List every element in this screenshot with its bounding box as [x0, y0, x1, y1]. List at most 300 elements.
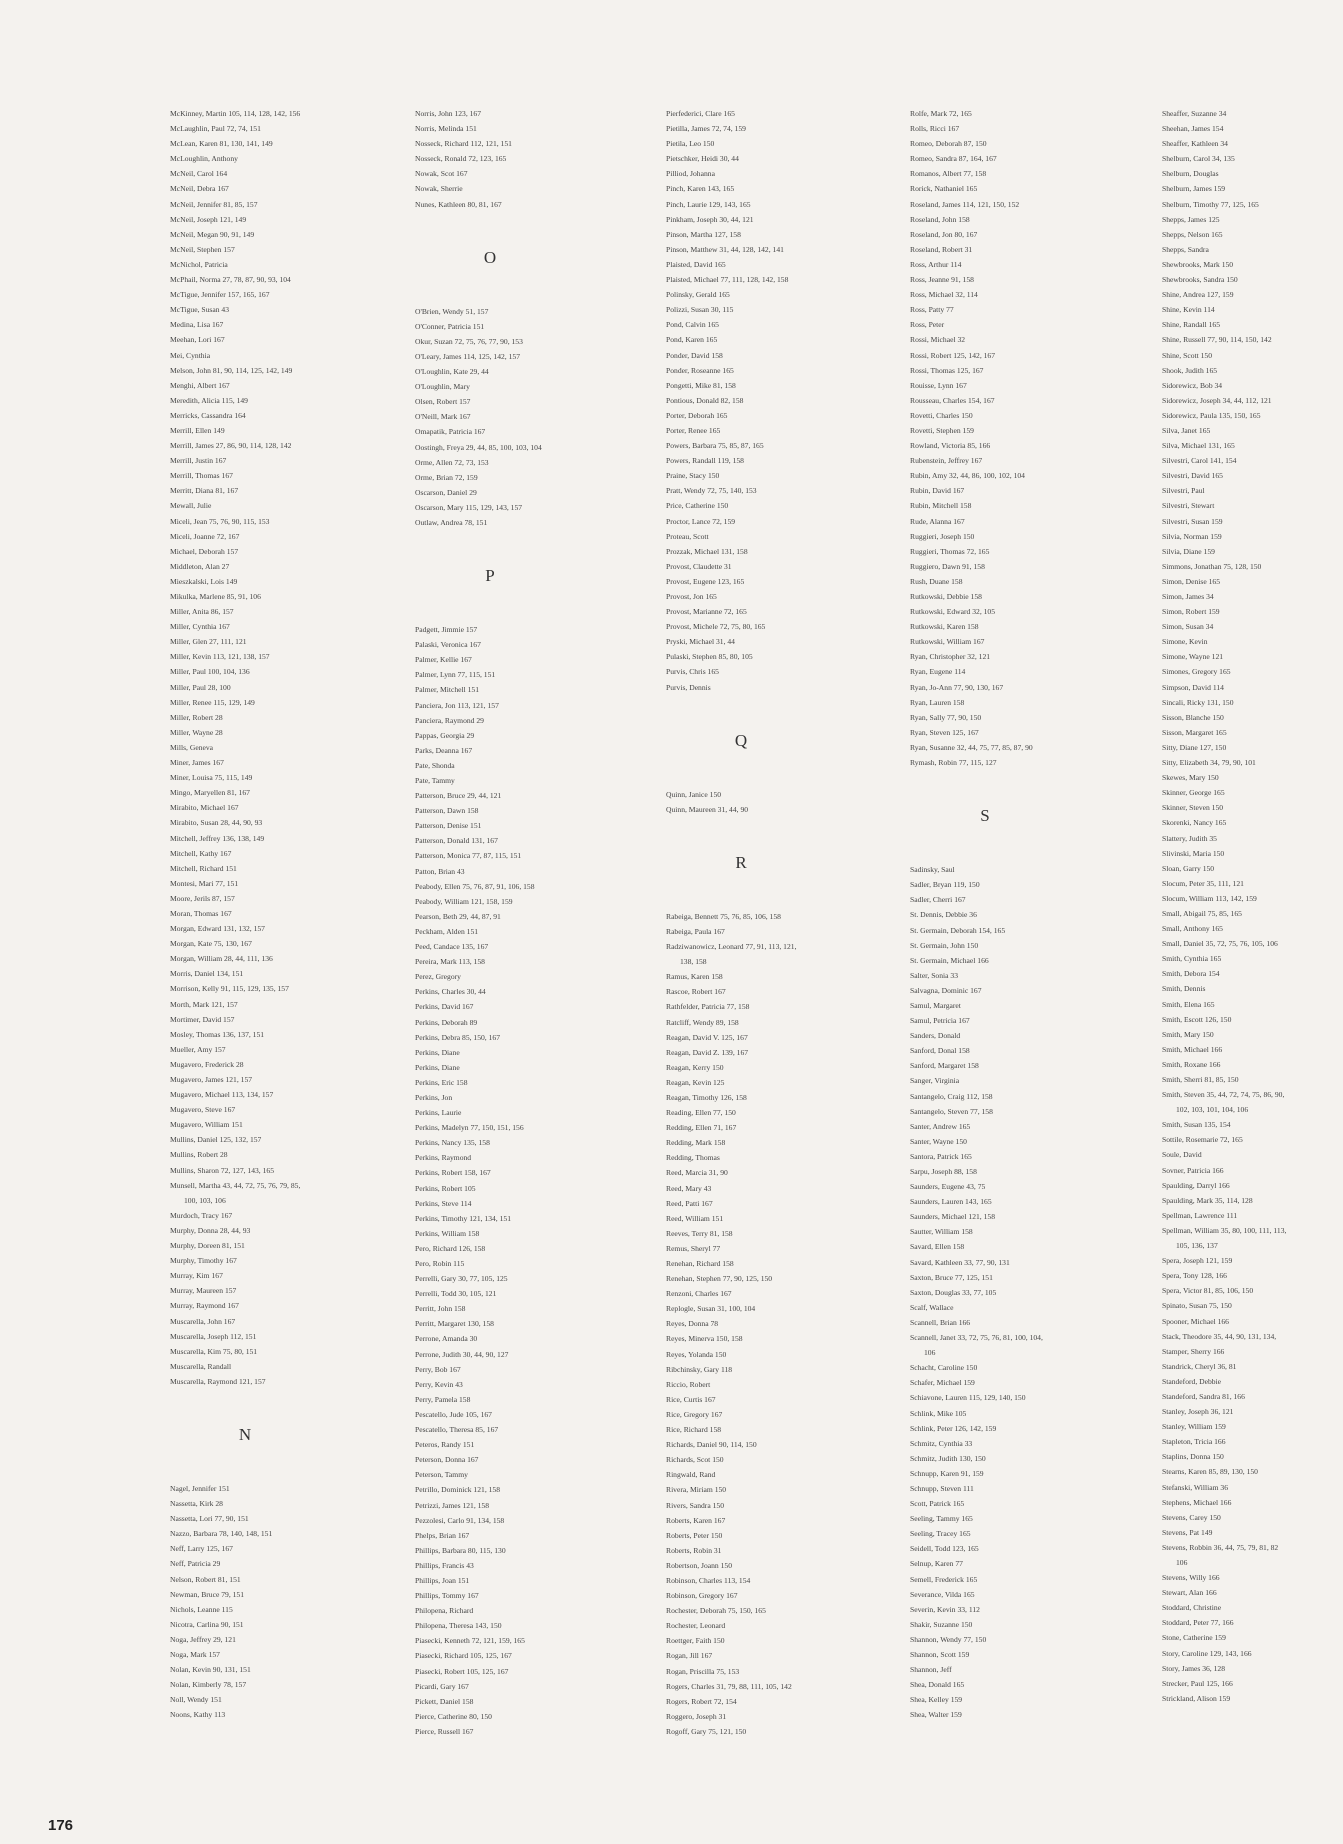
index-entry: Stefanski, William 36 — [1162, 1482, 1228, 1492]
index-entry: Smith, Escott 126, 150 — [1162, 1014, 1232, 1024]
index-entry: Morris, Daniel 134, 151 — [170, 969, 244, 979]
index-entry: Salvagna, Dominic 167 — [910, 985, 982, 995]
index-entry: Merricks, Cassandra 164 — [170, 410, 246, 420]
index-entry: McNeil, Stephen 157 — [170, 244, 235, 254]
index-entry: Perry, Bob 167 — [415, 1364, 461, 1374]
index-entry: McNeil, Carol 164 — [170, 169, 228, 179]
index-entry: Roseland, John 158 — [910, 214, 970, 224]
index-entry: Perkins, Nancy 135, 158 — [415, 1138, 490, 1148]
index-entry: Perrone, Judith 30, 44, 90, 127 — [415, 1349, 509, 1359]
index-entry: Ross, Jeanne 91, 158 — [910, 275, 974, 285]
index-entry: Spellman, Lawrence 111 — [1162, 1210, 1238, 1220]
index-entry: Schmitz, Cynthia 33 — [910, 1438, 973, 1448]
index-entry: Nagel, Jennifer 151 — [170, 1483, 230, 1493]
index-entry: Pero, Robin 115 — [415, 1259, 465, 1268]
index-entry: Stamper, Sherry 166 — [1162, 1346, 1225, 1356]
index-entry: Noll, Wendy 151 — [170, 1695, 222, 1705]
index-entry: Pongetti, Mike 81, 158 — [666, 380, 736, 390]
index-entry: St. Germain, Michael 166 — [910, 955, 989, 965]
index-entry: Robertson, Joann 150 — [666, 1560, 733, 1570]
index-entry: Pond, Calvin 165 — [666, 320, 719, 330]
index-entry: Shewbrooks, Sandra 150 — [1162, 275, 1238, 285]
index-entry: Patterson, Denise 151 — [415, 821, 482, 831]
index-entry: Piasecki, Kenneth 72, 121, 159, 165 — [415, 1636, 525, 1646]
index-entry: Mortimer, David 157 — [170, 1014, 235, 1024]
index-entry: Roggero, Joseph 31 — [666, 1711, 727, 1721]
index-entry: Perkins, Charles 30, 44 — [415, 987, 486, 997]
index-entry: Shine, Russell 77, 90, 114, 150, 142 — [1162, 335, 1272, 345]
index-entry: Story, James 36, 128 — [1162, 1663, 1225, 1673]
index-entry: Stoddard, Christine — [1162, 1603, 1222, 1613]
index-entry: Skewes, Mary 150 — [1162, 773, 1219, 783]
index-entry: Simmons, Jonathan 75, 128, 150 — [1162, 561, 1262, 571]
index-entry: Murphy, Doreen 81, 151 — [170, 1241, 245, 1251]
index-entry: Noons, Kathy 113 — [170, 1710, 226, 1720]
index-entry: Shea, Donald 165 — [910, 1680, 965, 1690]
index-entry: Peckham, Alden 151 — [415, 926, 479, 936]
index-entry: Shepps, Sandra — [1162, 244, 1209, 254]
index-entry: Silvia, Diane 159 — [1162, 546, 1215, 556]
index-entry: Mueller, Amy 157 — [170, 1044, 226, 1054]
index-entry: Ratcliff, Wendy 89, 158 — [666, 1017, 739, 1027]
index-entry: Skinner, George 165 — [1162, 788, 1225, 798]
index-entry: Rubin, Amy 32, 44, 86, 100, 102, 104 — [910, 471, 1025, 481]
index-entry: Polinsky, Gerald 165 — [666, 290, 730, 300]
index-entry: Silva, Michael 131, 165 — [1162, 441, 1235, 451]
section-letter-heading: Q — [734, 730, 748, 750]
index-entry: Oscarson, Mary 115, 129, 143, 157 — [415, 502, 523, 512]
index-entry: Perkins, Robert 158, 167 — [415, 1168, 491, 1178]
index-entry: Rathfelder, Patricia 77, 158 — [666, 1002, 750, 1012]
index-entry: Palmer, Kellie 167 — [415, 655, 472, 665]
index-entry: Purvis, Chris 165 — [666, 667, 719, 677]
index-entry: Scannell, Brian 166 — [910, 1317, 971, 1327]
index-entry: Murray, Maureen 157 — [170, 1286, 237, 1296]
index-entry: Miller, Kevin 113, 121, 138, 157 — [170, 652, 270, 662]
index-entry: McNichol, Patricia — [170, 259, 228, 269]
index-entry: Schnupp, Steven 111 — [910, 1483, 974, 1493]
index-entry: Shelburn, Timothy 77, 125, 165 — [1162, 199, 1259, 209]
index-entry: Mitchell, Richard 151 — [170, 863, 237, 873]
index-entry: Schacht, Caroline 150 — [910, 1363, 978, 1373]
index-entry: Pinch, Laurie 129, 143, 165 — [666, 199, 751, 209]
index-entry: Noga, Mark 157 — [170, 1650, 220, 1659]
index-entry: Shine, Randall 165 — [1162, 320, 1221, 330]
index-column-4 — [910, 106, 1144, 1722]
index-entry: Remus, Sheryl 77 — [666, 1243, 721, 1253]
index-entry: Mirabito, Susan 28, 44, 90, 93 — [170, 818, 263, 828]
index-entry: Murdoch, Tracy 167 — [170, 1210, 233, 1220]
index-entry: Riccio, Robert — [666, 1379, 711, 1389]
index-entry: Standeford, Sandra 81, 166 — [1162, 1391, 1245, 1401]
index-entry: Silvestri, Susan 159 — [1162, 516, 1223, 526]
index-entry: Sottile, Rosemarie 72, 165 — [1162, 1135, 1243, 1145]
index-entry: Santer, Andrew 165 — [910, 1121, 971, 1131]
index-entry: Small, Abigail 75, 85, 165 — [1162, 908, 1242, 918]
index-entry: Staplins, Donna 150 — [1162, 1452, 1224, 1462]
index-entry: Merrill, James 27, 86, 90, 114, 128, 142 — [170, 441, 292, 451]
index-entry: Sanders, Donald — [910, 1031, 961, 1041]
index-entry: Miner, James 167 — [170, 758, 224, 768]
index-entry: Sanger, Virginia — [910, 1076, 960, 1086]
index-entry: Shepps, James 125 — [1162, 214, 1220, 224]
index-entry: Pratt, Wendy 72, 75, 140, 153 — [666, 486, 757, 496]
index-entry: Roseland, Jon 80, 167 — [910, 229, 978, 239]
index-entry: Savard, Kathleen 33, 77, 90, 131 — [910, 1257, 1010, 1267]
index-entry: Quinn, Maureen 31, 44, 90 — [666, 804, 749, 814]
index-entry: Silvia, Norman 159 — [1162, 531, 1222, 541]
index-entry: Perrelli, Gary 30, 77, 105, 125 — [415, 1274, 508, 1284]
index-entry: Merritt, Diana 81, 167 — [170, 486, 239, 496]
index-entry: Saunders, Lauren 143, 165 — [910, 1197, 992, 1207]
index-entry: Oostingh, Freya 29, 44, 85, 100, 103, 104 — [415, 442, 542, 452]
index-entry: Rogers, Robert 72, 154 — [666, 1696, 737, 1706]
index-entry: Sheaffer, Suzanne 34 — [1162, 109, 1227, 118]
index-entry: Philopena, Theresa 143, 150 — [415, 1621, 502, 1631]
index-entry: Mirabito, Michael 167 — [170, 803, 239, 813]
index-entry: Miller, Wayne 28 — [170, 727, 223, 737]
index-entry: Parks, Deanna 167 — [415, 745, 473, 755]
index-entry: Rochester, Deborah 75, 150, 165 — [666, 1606, 766, 1616]
section-letter-heading: S — [980, 806, 990, 826]
index-entry: Scannell, Janet 33, 72, 75, 76, 81, 100, 104, — [910, 1333, 1043, 1343]
index-entry: Pereira, Mark 113, 158 — [415, 957, 485, 967]
index-entry: Schlink, Mike 105 — [910, 1408, 967, 1418]
index-entry: Sheaffer, Kathleen 34 — [1162, 139, 1228, 149]
index-entry: Ryan, Eugene 114 — [910, 667, 966, 677]
index-entry: Rorick, Nathaniel 165 — [910, 184, 978, 194]
index-entry: Morgan, Edward 131, 132, 157 — [170, 924, 265, 934]
index-entry: Merrill, Ellen 149 — [170, 425, 225, 435]
index-entry: Reyes, Donna 78 — [666, 1319, 719, 1329]
index-entry: Silvestri, Carol 141, 154 — [1162, 456, 1237, 466]
index-entry: Phillips, Francis 43 — [415, 1560, 474, 1570]
index-entry: Reyes, Yolanda 150 — [666, 1349, 727, 1359]
index-entry: Savard, Ellen 158 — [910, 1242, 965, 1252]
index-entry: Newman, Bruce 79, 151 — [170, 1589, 245, 1599]
index-entry: Perkins, Steve 114 — [415, 1198, 472, 1208]
index-entry: Sincali, Ricky 131, 150 — [1162, 697, 1234, 707]
index-entry: Nosseck, Richard 112, 121, 151 — [415, 139, 512, 149]
index-entry: Renehan, Stephen 77, 90, 125, 150 — [666, 1274, 773, 1284]
index-entry: Provost, Michele 72, 75, 80, 165 — [666, 622, 766, 632]
index-entry: Schlink, Peter 126, 142, 159 — [910, 1423, 997, 1433]
index-entry: Murphy, Timothy 167 — [170, 1256, 237, 1266]
index-entry: Spaulding, Darryl 166 — [1162, 1180, 1230, 1190]
index-entry: Ruggieri, Thomas 72, 165 — [910, 546, 990, 556]
index-entry: Rush, Duane 158 — [910, 576, 963, 586]
index-entry: McNeil, Debra 167 — [170, 184, 229, 194]
index-entry: 106 — [1176, 1558, 1188, 1567]
index-entry: Perkins, Timothy 121, 134, 151 — [415, 1213, 511, 1223]
index-entry: McNeil, Jennifer 81, 85, 157 — [170, 199, 258, 209]
index-entry: Schiavone, Lauren 115, 129, 140, 150 — [910, 1393, 1026, 1403]
index-entry: Mugavero, Michael 113, 134, 157 — [170, 1090, 274, 1100]
index-entry: Perkins, Jon — [415, 1092, 453, 1102]
index-entry: Rouisse, Lynn 167 — [910, 380, 967, 390]
index-entry: Seeling, Tammy 165 — [910, 1514, 973, 1524]
index-entry: Neff, Patricia 29 — [170, 1559, 221, 1569]
index-entry: Shakir, Suzanne 150 — [910, 1619, 973, 1629]
index-entry: Sidorewicz, Paula 135, 150, 165 — [1162, 410, 1261, 420]
index-entry: Rutkowski, William 167 — [910, 637, 985, 647]
index-entry: Richards, Scot 150 — [666, 1455, 724, 1465]
index-entry: Mugavero, William 151 — [170, 1120, 243, 1130]
index-entry: Pilliod, Johanna — [666, 169, 715, 179]
index-entry: Perry, Kevin 43 — [415, 1379, 463, 1389]
index-entry: Picardi, Gary 167 — [415, 1681, 469, 1691]
index-entry: Mingo, Maryellen 81, 167 — [170, 788, 250, 798]
index-entry: Miner, Louisa 75, 115, 149 — [170, 773, 253, 783]
index-entry: Seidell, Todd 123, 165 — [910, 1544, 979, 1554]
index-entry: Small, Anthony 165 — [1162, 924, 1223, 934]
index-entry: Perkins, Eric 158 — [415, 1077, 468, 1087]
index-entry: Rivera, Miriam 150 — [666, 1485, 727, 1495]
index-entry: Miller, Cynthia 167 — [170, 622, 230, 632]
index-entry: Pate, Tammy — [415, 776, 455, 785]
index-entry: Reed, Patti 167 — [666, 1198, 713, 1208]
index-entry: Stevens, Carey 150 — [1162, 1512, 1221, 1522]
index-entry: Smith, Susan 135, 154 — [1162, 1120, 1231, 1130]
index-entry: Petrillo, Dominick 121, 158 — [415, 1485, 501, 1495]
index-entry: Proteau, Scott — [666, 531, 709, 541]
index-entry: Santora, Patrick 165 — [910, 1151, 972, 1161]
index-entry: Ryan, Susanne 32, 44, 75, 77, 85, 87, 90 — [910, 742, 1033, 752]
index-entry: Rolfe, Mark 72, 165 — [910, 109, 972, 118]
index-entry: Miceli, Jean 75, 76, 90, 115, 153 — [170, 516, 270, 526]
index-entry: O'Neill, Mark 167 — [415, 412, 471, 422]
index-entry: Shewbrooks, Mark 150 — [1162, 259, 1234, 269]
index-entry: Skorenki, Nancy 165 — [1162, 818, 1227, 828]
index-entry: 106 — [924, 1348, 936, 1358]
index-entry: Ryan, Jo-Ann 77, 90, 130, 167 — [910, 682, 1004, 692]
index-entry: Sloan, Garry 150 — [1162, 863, 1215, 873]
index-entry: Sadinsky, Saul — [910, 865, 955, 875]
section-letter-heading: P — [485, 566, 495, 586]
index-entry: Mills, Geneva — [170, 742, 214, 752]
index-entry: Santer, Wayne 150 — [910, 1136, 967, 1146]
index-entry: Rutkowski, Karen 158 — [910, 622, 979, 632]
index-entry: Selnup, Karen 77 — [910, 1559, 963, 1569]
index-entry: Rogoff, Gary 75, 121, 150 — [666, 1726, 747, 1736]
index-entry: Palmer, Lynn 77, 115, 151 — [415, 670, 496, 680]
index-entry: Robinson, Gregory 167 — [666, 1591, 738, 1601]
index-entry: Orme, Brian 72, 159 — [415, 472, 478, 482]
page-number: 176 — [48, 1817, 74, 1834]
index-entry: McLean, Karen 81, 130, 141, 149 — [170, 139, 273, 149]
index-entry: Pinch, Karen 143, 165 — [666, 184, 735, 194]
index-entry: Sadler, Cherri 167 — [910, 895, 966, 905]
index-entry: Smith, Michael 166 — [1162, 1044, 1223, 1054]
index-entry: Plaisted, Michael 77, 111, 128, 142, 158 — [666, 275, 789, 285]
index-entry: Roettger, Faith 150 — [666, 1636, 725, 1646]
index-entry: Oscarson, Daniel 29 — [415, 487, 477, 497]
index-entry: Provost, Claudette 31 — [666, 561, 732, 571]
index-entry: Muscarella, Kim 75, 80, 151 — [170, 1346, 258, 1356]
index-entry: Rousseau, Charles 154, 167 — [910, 395, 995, 405]
index-entry: Panciera, Jon 113, 121, 157 — [415, 700, 499, 710]
index-entry: Story, Caroline 129, 143, 166 — [1162, 1648, 1252, 1658]
index-entry: Smith, Roxane 166 — [1162, 1059, 1221, 1069]
index-entry: Stapleton, Tricia 166 — [1162, 1437, 1226, 1447]
index-entry: Perry, Pamela 158 — [415, 1394, 471, 1404]
index-entry: Proctor, Lance 72, 159 — [666, 516, 736, 526]
index-entry: Smith, Elena 165 — [1162, 999, 1215, 1009]
index-entry: Rice, Gregory 167 — [666, 1409, 723, 1419]
index-entry: Rovetti, Stephen 159 — [910, 425, 974, 435]
index-entry: Radziwanowicz, Leonard 77, 91, 113, 121, — [666, 942, 797, 952]
index-entry: Provost, Eugene 123, 165 — [666, 576, 745, 586]
index-entry: Rubin, David 167 — [910, 486, 965, 496]
index-entry: Perkins, Laurie — [415, 1108, 462, 1118]
index-entry: Sisson, Margaret 165 — [1162, 727, 1227, 737]
index-entry: Perkins, Deborah 89 — [415, 1017, 478, 1027]
index-entry: Severance, Vilda 165 — [910, 1589, 975, 1599]
index-column-3 — [666, 106, 900, 1739]
index-entry: McTigue, Jennifer 157, 165, 167 — [170, 290, 270, 300]
index-column-5 — [1162, 106, 1343, 1706]
index-entry: Pietilla, James 72, 74, 159 — [666, 124, 746, 134]
index-entry: Shannon, Wendy 77, 150 — [910, 1634, 987, 1644]
index-entry: O'Loughlin, Kate 29, 44 — [415, 367, 489, 377]
index-entry: St. Dennis, Debbie 36 — [910, 910, 977, 920]
index-entry: Redding, Ellen 71, 167 — [666, 1123, 737, 1133]
index-entry: Neff, Larry 125, 167 — [170, 1544, 233, 1554]
index-entry: Roseland, James 114, 121, 150, 152 — [910, 199, 1020, 209]
index-entry: Roseland, Robert 31 — [910, 244, 973, 254]
index-entry: Sadler, Bryan 119, 150 — [910, 880, 980, 890]
index-entry: Ramus, Karen 158 — [666, 972, 723, 982]
index-entry: Scalf, Wallace — [910, 1302, 954, 1312]
index-entry: Ryan, Lauren 158 — [910, 697, 965, 707]
index-entry: Schmitz, Judith 130, 150 — [910, 1453, 986, 1463]
index-entry: Sidorewicz, Bob 34 — [1162, 380, 1223, 390]
section-letter-heading: O — [483, 247, 497, 267]
index-entry: Reed, Marcia 31, 90 — [666, 1168, 728, 1178]
index-entry: Pickett, Daniel 158 — [415, 1696, 474, 1706]
index-entry: Mullins, Sharon 72, 127, 143, 165 — [170, 1165, 274, 1175]
index-entry: Reyes, Minerva 150, 158 — [666, 1334, 743, 1344]
index-entry: Sisson, Blanche 150 — [1162, 712, 1224, 722]
index-entry: Standeford, Debbie — [1162, 1376, 1222, 1386]
index-entry: Pearson, Beth 29, 44, 87, 91 — [415, 911, 501, 921]
index-entry: Rovetti, Charles 150 — [910, 410, 973, 420]
index-entry: Smith, Dennis — [1162, 984, 1206, 994]
index-entry: Mugavero, Frederick 28 — [170, 1059, 244, 1069]
index-entry: Michael, Deborah 157 — [170, 546, 239, 556]
index-entry: Silvestri, Stewart — [1162, 501, 1215, 511]
index-entry: Peterson, Donna 167 — [415, 1455, 479, 1465]
index-entry: Ross, Michael 32, 114 — [910, 290, 978, 300]
index-entry: Salter, Sonia 33 — [910, 970, 958, 980]
index-entry: Nelson, Robert 81, 151 — [170, 1574, 241, 1584]
index-entry: Moran, Thomas 167 — [170, 908, 232, 918]
index-entry: Perkins, Raymond — [415, 1153, 472, 1163]
index-entry: Shine, Kevin 114 — [1162, 305, 1215, 315]
index-entry: Polizzi, Susan 30, 115 — [666, 305, 734, 315]
index-entry: Simones, Gregory 165 — [1162, 667, 1231, 677]
index-entry: Silvestri, Paul — [1162, 486, 1205, 496]
index-entry: Redding, Mark 158 — [666, 1138, 726, 1148]
index-entry: Reed, Mary 43 — [666, 1183, 712, 1193]
index-entry: McPhail, Norma 27, 78, 87, 90, 93, 104 — [170, 275, 291, 285]
index-entry: Pryski, Michael 31, 44 — [666, 637, 735, 647]
index-entry: Muscarella, Joseph 112, 151 — [170, 1331, 257, 1341]
index-entry: Miller, Paul 28, 100 — [170, 682, 231, 692]
index-entry: 138, 158 — [680, 957, 707, 967]
index-entry: Ruggieri, Joseph 150 — [910, 531, 975, 541]
index-entry: Rossi, Michael 32 — [910, 335, 966, 345]
index-entry: Romeo, Sandra 87, 164, 167 — [910, 154, 997, 164]
index-entry: Sitty, Elizabeth 34, 79, 90, 101 — [1162, 758, 1256, 768]
index-entry: Simone, Wayne 121 — [1162, 652, 1224, 662]
index-entry: Orme, Allen 72, 73, 153 — [415, 457, 489, 467]
index-entry: Peteros, Randy 151 — [415, 1440, 475, 1450]
index-entry: Reagan, Kevin 125 — [666, 1077, 725, 1087]
index-entry: Stone, Catherine 159 — [1162, 1633, 1226, 1643]
index-entry: Nassetta, Kirk 28 — [170, 1499, 223, 1509]
index-entry: Reagan, Timothy 126, 158 — [666, 1092, 747, 1102]
index-entry: Rossi, Thomas 125, 167 — [910, 365, 984, 375]
index-entry: St. Germain, Deborah 154, 165 — [910, 925, 1006, 935]
index-entry: Rabeiga, Bennett 75, 76, 85, 106, 158 — [666, 911, 781, 921]
index-entry: Miller, Glen 27, 111, 121 — [170, 637, 247, 647]
index-entry: Palaski, Veronica 167 — [415, 640, 481, 650]
index-entry: O'Conner, Patricia 151 — [415, 321, 485, 331]
index-entry: Simpson, David 114 — [1162, 682, 1224, 692]
index-entry: Spera, Victor 81, 85, 106, 150 — [1162, 1286, 1254, 1296]
index-entry: Reagan, David V. 125, 167 — [666, 1032, 748, 1042]
index-entry: Small, Daniel 35, 72, 75, 76, 105, 106 — [1162, 939, 1278, 949]
index-entry: Stoddard, Peter 77, 166 — [1162, 1618, 1234, 1628]
index-entry: Ponder, David 158 — [666, 350, 723, 360]
index-entry: Stack, Theodore 35, 44, 90, 131, 134, — [1162, 1331, 1277, 1341]
index-entry: Samul, Petricia 167 — [910, 1016, 970, 1026]
index-entry: Sheehan, James 154 — [1162, 124, 1224, 134]
index-entry: Rowland, Victoria 85, 166 — [910, 441, 991, 451]
index-entry: Roberts, Robin 31 — [666, 1545, 722, 1555]
index-entry: Perrelli, Todd 30, 105, 121 — [415, 1289, 497, 1299]
index-entry: Rolls, Ricci 167 — [910, 124, 960, 134]
index-entry: Patterson, Dawn 158 — [415, 806, 479, 816]
index-entry: Strickland, Alison 159 — [1162, 1693, 1231, 1703]
index-entry: Pescatello, Theresa 85, 167 — [415, 1425, 499, 1435]
index-entry: Spinato, Susan 75, 150 — [1162, 1301, 1232, 1311]
index-entry: Pappas, Georgia 29 — [415, 730, 475, 740]
index-entry: O'Brien, Wendy 51, 157 — [415, 306, 489, 316]
index-entry: Nolan, Kimberly 78, 157 — [170, 1680, 247, 1690]
index-entry: Prozzak, Michael 131, 158 — [666, 546, 748, 556]
index-entry: Santangelo, Craig 112, 158 — [910, 1091, 993, 1101]
index-entry: Mugavero, James 121, 157 — [170, 1075, 253, 1084]
index-entry: Murray, Raymond 167 — [170, 1301, 239, 1311]
index-entry: 102, 103, 101, 104, 106 — [1176, 1105, 1249, 1115]
index-entry: Phillips, Barbara 80, 115, 130 — [415, 1545, 506, 1555]
index-entry: Rogers, Charles 31, 79, 88, 111, 105, 142 — [666, 1681, 792, 1691]
index-entry: Perkins, Diane — [415, 1047, 460, 1057]
index-entry: Samul, Margaret — [910, 1000, 961, 1010]
index-entry: Perkins, Diane — [415, 1062, 460, 1072]
index-entry: Stephens, Michael 166 — [1162, 1497, 1232, 1507]
index-entry: Spellman, William 35, 80, 100, 111, 113, — [1162, 1225, 1287, 1235]
index-entry: Nassetta, Lori 77, 90, 151 — [170, 1514, 249, 1524]
index-entry: Muscarella, Randall — [170, 1361, 232, 1371]
index-entry: Norris, Melinda 151 — [415, 124, 477, 134]
index-entry: Morgan, William 28, 44, 111, 136 — [170, 954, 273, 964]
index-entry: Merrill, Justin 167 — [170, 456, 227, 466]
index-entry: Piasecki, Richard 105, 125, 167 — [415, 1651, 512, 1661]
index-entry: Shannon, Jeff — [910, 1665, 952, 1675]
